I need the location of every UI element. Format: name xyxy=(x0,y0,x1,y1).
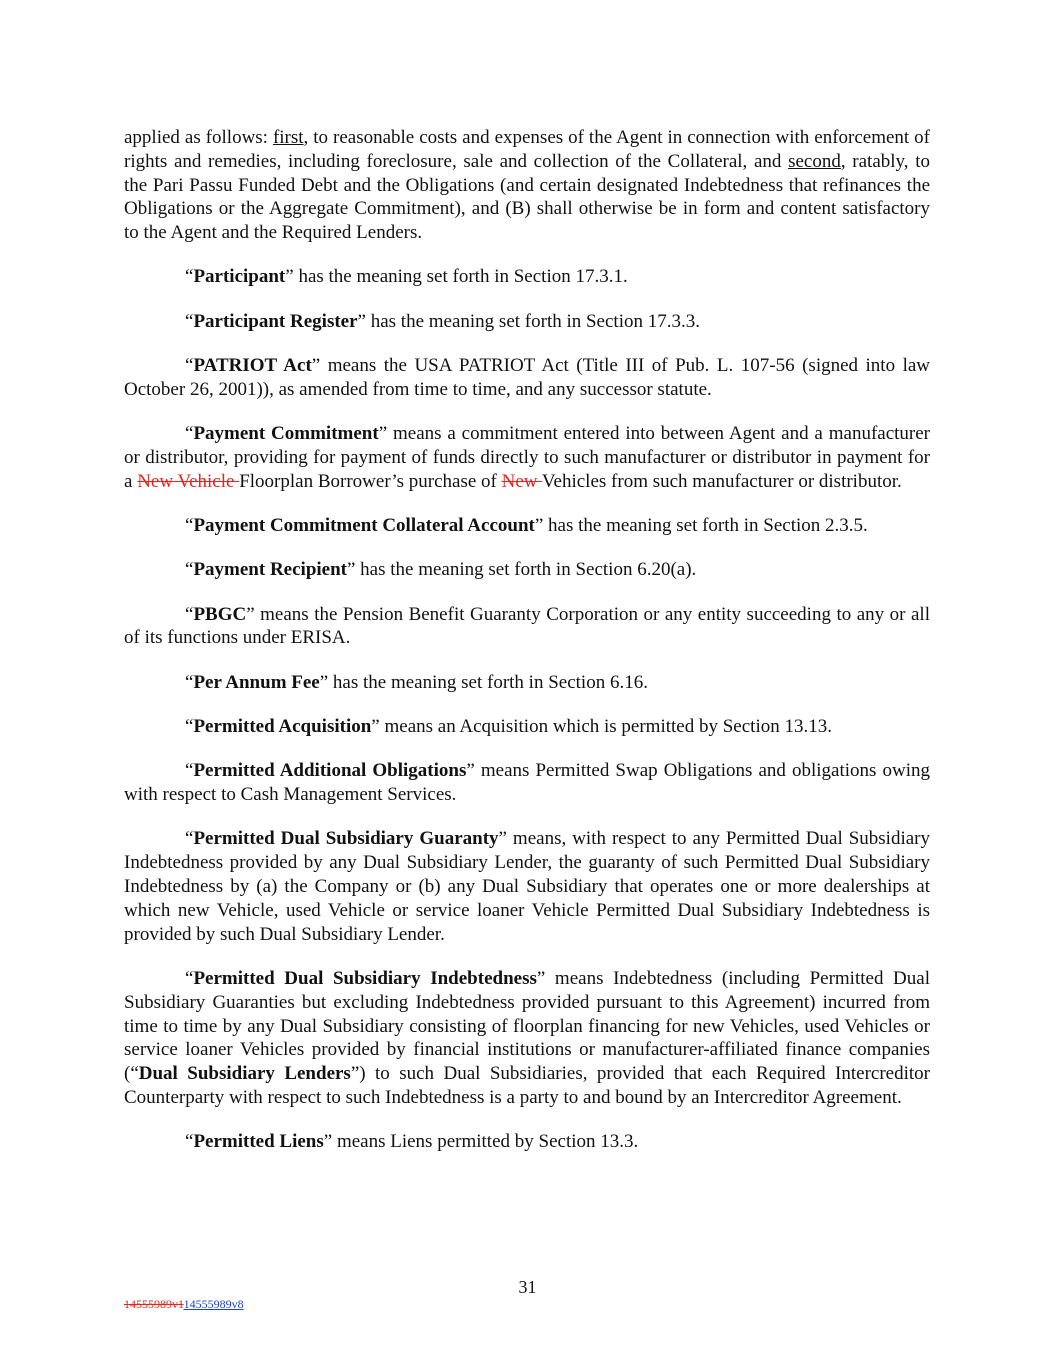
defined-term: Permitted Dual Subsidiary Indebtedness xyxy=(193,967,537,989)
defined-term: Permitted Liens xyxy=(193,1131,324,1153)
definition-permitted-dual-subsidiary-indebtedness: “Permitted Dual Subsidiary Indebtedness” means Indebtedness (including Permitted Dual Subsidiary Guaranties but excluding Indebtedness provided pursuant to this Agreement) incurred from time to time by any Dual Subsidiary consisting of floorplan financing for new Vehicles, used Vehicles or service loaner Vehicles provided by financial institutions or manufacturer-affiliated finance companies (“Dual Subsidiary Lenders”) to such Dual Subsidiaries, provided that each Required Intercreditor Counterparty with respect to such Indebtedness is a party to and bound by an Intercreditor Agreement. xyxy=(124,967,930,1108)
deleted-text: New xyxy=(501,470,542,492)
document-id xyxy=(124,1297,244,1311)
paragraph-continuation: applied as follows: first, to reasonable costs and expenses of the Agent in connection with enforcement of rights and remedies, including foreclosure, sale and collection of the Collateral, and second, ratably, to the Pari Passu Funded Debt and the Obligations (and certain designated Indebtedness that refinances the Obligations or the Aggregate Commitment), and (B) shall otherwise be in form and content satisfactory to the Agent and the Required Lenders. xyxy=(124,127,930,244)
definition-patriot-act: “PATRIOT Act” means the USA PATRIOT Act (Title III of Pub. L. 107-56 (signed into law October 26, 2001)), as amended from time to time, and any successor statute. xyxy=(124,355,931,400)
definition-pbgc: “PBGC” means the Pension Benefit Guaranty Corporation or any entity succeeding to any or all of its functions under ERISA. xyxy=(124,603,930,649)
defined-term: Permitted Dual Subsidiary Guaranty xyxy=(193,828,499,850)
document-id-inserted: 14555989v8 xyxy=(183,1297,244,1311)
deleted-text: New Vehicle xyxy=(137,470,240,492)
definition-payment-commitment-collateral-account: “Payment Commitment Collateral Account” has the meaning set forth in Section 2.3.5. xyxy=(185,515,868,537)
underlined-first: first xyxy=(272,127,304,148)
definition-payment-commitment: “Payment Commitment” means a commitment entered into between Agent and a manufacturer or distributor, providing for payment of funds directly to such manufacturer or distributor in payment for a New Vehicle Floorplan Borrower’s purchase of New Vehicles from such manufacturer or distributor. xyxy=(124,423,930,492)
defined-term: PATRIOT Act xyxy=(193,355,312,377)
page-body xyxy=(124,126,930,1175)
defined-term: Participant xyxy=(193,266,286,288)
defined-term: Payment Recipient xyxy=(193,559,347,581)
definition-per-annum-fee: “Per Annum Fee” has the meaning set forth in Section 6.16. xyxy=(185,671,648,693)
document-id-deleted: 14555989v1 xyxy=(124,1297,184,1311)
defined-term: Participant Register xyxy=(193,310,358,332)
defined-term: Payment Commitment Collateral Account xyxy=(193,515,535,537)
definition-participant: “Participant” has the meaning set forth in Section 17.3.1. xyxy=(185,266,628,288)
defined-term: Per Annum Fee xyxy=(193,671,320,693)
definition-participant-register: “Participant Register” has the meaning set forth in Section 17.3.3. xyxy=(185,310,700,332)
defined-term: Payment Commitment xyxy=(193,423,379,445)
underlined-second: second xyxy=(788,150,841,172)
defined-term: Permitted Acquisition xyxy=(193,716,372,738)
defined-term: Dual Subsidiary Lenders xyxy=(138,1063,351,1085)
definition-payment-recipient: “Payment Recipient” has the meaning set forth in Section 6.20(a). xyxy=(185,559,697,581)
definition-permitted-additional-obligations: “Permitted Additional Obligations” means Permitted Swap Obligations and obligations owing with respect to Cash Management Services. xyxy=(124,760,930,806)
definition-permitted-liens: “Permitted Liens” means Liens permitted by Section 13.3. xyxy=(185,1131,639,1153)
definition-permitted-acquisition: “Permitted Acquisition” means an Acquisition which is permitted by Section 13.13. xyxy=(185,716,832,738)
definition-permitted-dual-subsidiary-guaranty: “Permitted Dual Subsidiary Guaranty” means, with respect to any Permitted Dual Subsidiary Indebtedness provided by any Dual Subsidiary Lender, the guaranty of such Permitted Dual Subsidiary Indebtedness by (a) the Company or (b) any Dual Subsidiary that operates one or more dealerships at which new Vehicle, used Vehicle or service loaner Vehicle Permitted Dual Subsidiary Indebtedness is provided by such Dual Subsidiary Lender. xyxy=(124,828,930,945)
defined-term: Permitted Additional Obligations xyxy=(193,760,467,782)
page-number: 31 xyxy=(518,1277,537,1297)
defined-term: PBGC xyxy=(193,603,247,625)
